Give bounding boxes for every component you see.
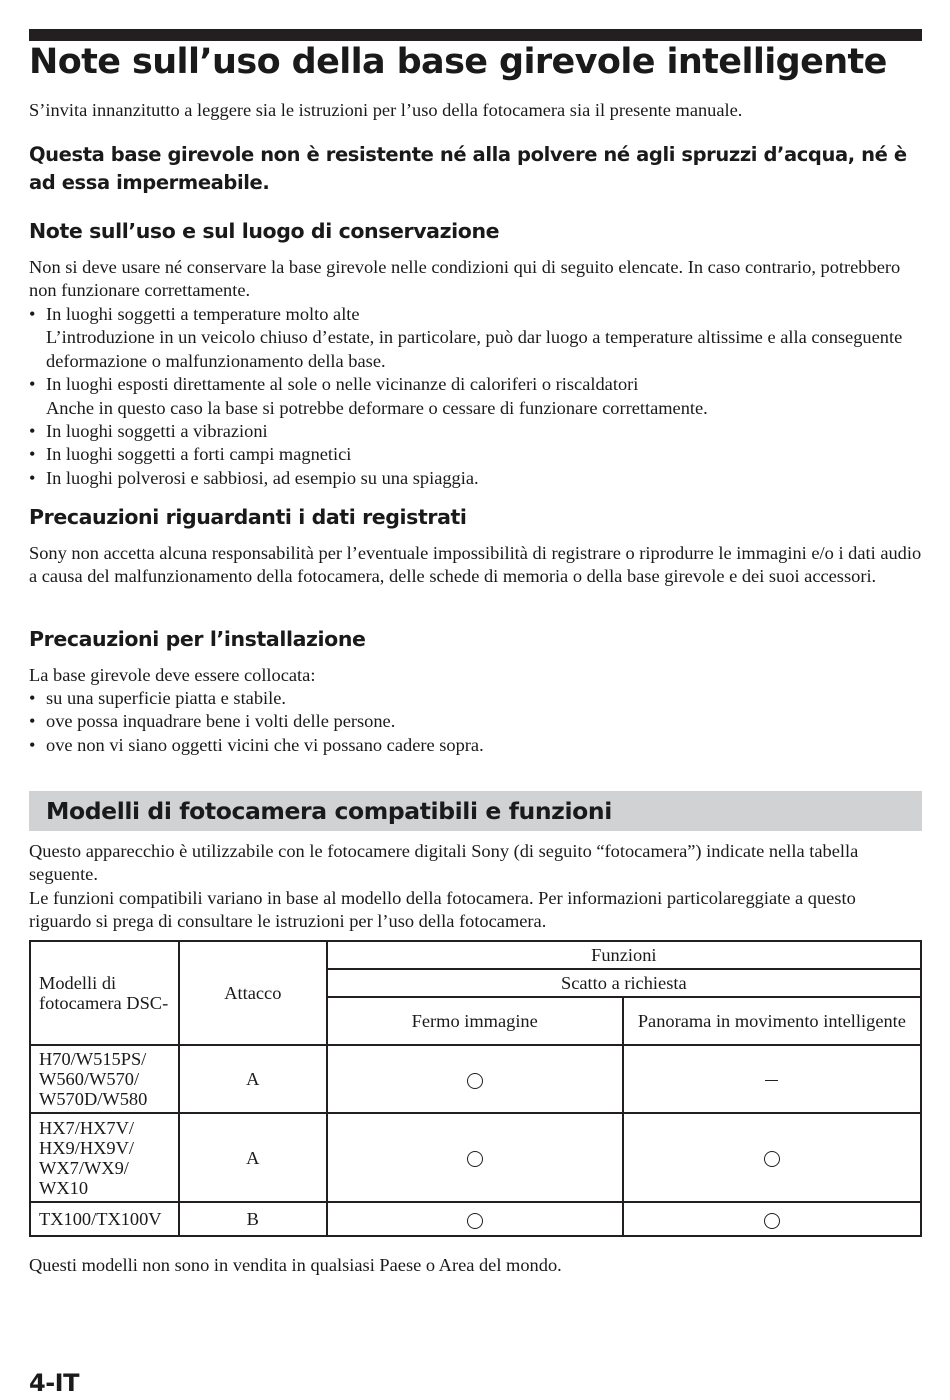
list-item: • su una superficie piatta e stabile. <box>29 688 287 708</box>
header-shoot: Scatto a richiesta <box>327 969 921 997</box>
attach-cell: A <box>179 1045 327 1113</box>
page-number: 4-IT <box>29 1369 79 1397</box>
attach-cell: A <box>179 1113 327 1202</box>
page-title: Note sull’uso della base girevole intelligente <box>29 42 887 82</box>
data-body: Sony non accetta alcuna responsabilità per l’eventuale impossibilità di registrare o riprodurre le immagini e/o i dati audio a causa del malfunzionamento della fotocamera, delle schede di memoria o della base girevole e dei suoi accessori. <box>29 543 922 587</box>
models-heading: Modelli di fotocamera compatibili e funzioni <box>46 797 612 825</box>
model-cell: TX100/TX100V <box>30 1202 179 1236</box>
list-item: • In luoghi soggetti a temperature molto alte L’introduzione in un veicolo chiuso d’estate, in particolare, può dar luogo a temperature altissime e alla conseguente deformazione o malfunzionamento della base. <box>29 304 903 371</box>
install-list <box>29 687 922 757</box>
list-item: • ove non vi siano oggetti vicini che vi possano cadere sopra. <box>29 734 484 755</box>
list-item: • In luoghi soggetti a forti campi magnetici <box>29 444 352 465</box>
model-cell: H70/W515PS/ W560/W570/ W570D/W580 <box>30 1045 179 1113</box>
supported-icon <box>764 1151 780 1167</box>
compat-table <box>29 940 922 1237</box>
storage-list <box>29 303 922 490</box>
warning-text: Questa base girevole non è resistente né alla polvere né agli spruzzi d’acqua, né è ad essa impermeabile. <box>29 143 907 194</box>
header-still: Fermo immagine <box>327 997 623 1045</box>
header-attach: Attacco <box>179 941 327 1045</box>
install-heading: Precauzioni per l’installazione <box>29 627 366 651</box>
header-functions: Funzioni <box>327 941 921 969</box>
list-item: • In luoghi esposti direttamente al sole o nelle vicinanze di caloriferi o riscaldatori Anche in questo caso la base si potrebbe deformare o cessare di funzionare correttamente. <box>29 374 708 418</box>
install-body: La base girevole deve essere collocata: <box>29 665 316 685</box>
storage-heading: Note sull’uso e sul luogo di conservazione <box>29 219 500 243</box>
intro-text: S’invita innanzitutto a leggere sia le istruzioni per l’uso della fotocamera sia il presente manuale. <box>29 100 743 120</box>
list-item: • ove possa inquadrare bene i volti delle persone. <box>29 711 396 732</box>
data-heading: Precauzioni riguardanti i dati registrati <box>29 505 467 529</box>
section-band <box>29 791 922 831</box>
header-model: Modelli di fotocamera DSC- <box>30 941 179 1045</box>
supported-icon <box>467 1073 483 1089</box>
supported-icon <box>764 1213 780 1229</box>
attach-cell: B <box>179 1202 327 1236</box>
models-body-2: Le funzioni compatibili variano in base al modello della fotocamera. Per informazioni particolareggiate a questo riguardo si prega di consultare le istruzioni per l’uso della fotocamera. <box>29 888 856 932</box>
supported-icon <box>467 1213 483 1229</box>
header-panorama: Panorama in movimento intelligente <box>623 997 921 1045</box>
footnote: Questi modelli non sono in vendita in qualsiasi Paese o Area del mondo. <box>29 1255 562 1275</box>
list-item: • In luoghi soggetti a vibrazioni <box>29 421 268 442</box>
model-cell: HX7/HX7V/ HX9/HX9V/ WX7/WX9/ WX10 <box>30 1113 179 1202</box>
table-row <box>30 1202 921 1236</box>
storage-body: Non si deve usare né conservare la base girevole nelle condizioni qui di seguito elencate. In caso contrario, potrebbero non funzionare correttamente. <box>29 257 901 301</box>
table-row <box>30 1045 921 1113</box>
unsupported-icon <box>765 1080 778 1081</box>
list-item: • In luoghi polverosi e sabbiosi, ad esempio su una spiaggia. <box>29 467 479 488</box>
table-row <box>30 1113 921 1202</box>
models-body-1: Questo apparecchio è utilizzabile con le fotocamere digitali Sony (di seguito “fotocamera”) indicate nella tabella seguente. <box>29 841 859 885</box>
title-rule <box>29 29 922 41</box>
supported-icon <box>467 1151 483 1167</box>
